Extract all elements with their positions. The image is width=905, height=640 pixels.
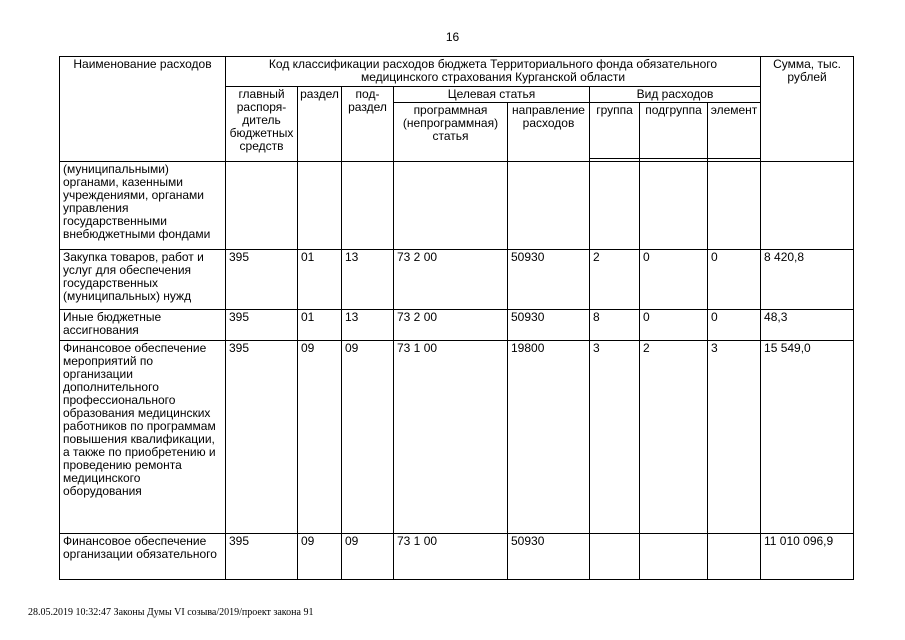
table-row xyxy=(60,250,854,310)
cell-gruppa xyxy=(590,534,640,580)
cell-razdel: 01 xyxy=(298,250,342,310)
header-razdel: раздел xyxy=(298,87,342,162)
cell-prog: 73 2 00 xyxy=(394,310,508,341)
table-row xyxy=(60,534,854,580)
header-glavny: главный распоря-дитель бюджетных средств xyxy=(226,87,298,162)
cell-glavny: 395 xyxy=(226,341,298,534)
cell-podgruppa xyxy=(640,162,708,250)
cell-element: 3 xyxy=(708,341,761,534)
cell-sum: 48,3 xyxy=(761,310,854,341)
cell-razdel: 09 xyxy=(298,341,342,534)
cell-gruppa: 3 xyxy=(590,341,640,534)
cell-podrazdel: 13 xyxy=(342,250,394,310)
footer-stamp: 28.05.2019 10:32:47 Законы Думы VI созыва/2019/проект закона 91 xyxy=(28,607,314,618)
page-number: 16 xyxy=(445,30,460,44)
cell-sum: 15 549,0 xyxy=(761,341,854,534)
header-podgruppa: подгруппа xyxy=(640,103,708,159)
cell-razdel: 01 xyxy=(298,310,342,341)
cell-podgruppa: 0 xyxy=(640,310,708,341)
cell-glavny: 395 xyxy=(226,534,298,580)
header-gruppa: группа xyxy=(590,103,640,159)
cell-element: 0 xyxy=(708,310,761,341)
table-row xyxy=(60,310,854,341)
cell-element: 0 xyxy=(708,250,761,310)
cell-podrazdel: 13 xyxy=(342,310,394,341)
row-name: Финансовое обеспечение мероприятий по организации дополнительного профессионального образования медицинских работников по программам повышения квалификации, а также по приобретению и проведению ремонта медицинского оборудования xyxy=(60,341,226,534)
table-row xyxy=(60,341,854,534)
cell-napr: 50930 xyxy=(508,310,590,341)
header-code: Код классификации расходов бюджета Территориального фонда обязательного медицинского страхования Курганской области xyxy=(226,57,761,87)
header-name: Наименование расходов xyxy=(60,57,226,162)
cell-podrazdel xyxy=(342,162,394,250)
cell-podrazdel: 09 xyxy=(342,341,394,534)
row-name: (муниципальными) органами, казенными учреждениями, органами управления государственными внебюджетными фондами xyxy=(60,162,226,250)
cell-razdel: 09 xyxy=(298,534,342,580)
header-podrazdel: под-раздел xyxy=(342,87,394,162)
cell-podgruppa: 0 xyxy=(640,250,708,310)
cell-sum xyxy=(761,162,854,250)
expenses-table xyxy=(59,56,854,580)
cell-napr: 50930 xyxy=(508,534,590,580)
cell-podgruppa: 2 xyxy=(640,341,708,534)
cell-element xyxy=(708,162,761,250)
cell-prog: 73 2 00 xyxy=(394,250,508,310)
cell-glavny: 395 xyxy=(226,250,298,310)
cell-glavny: 395 xyxy=(226,310,298,341)
cell-glavny xyxy=(226,162,298,250)
header-programmnaya: программная (непрограммная) статья xyxy=(394,103,508,162)
cell-sum: 11 010 096,9 xyxy=(761,534,854,580)
header-vid: Вид расходов xyxy=(590,87,761,103)
header-sum: Сумма, тыс. рублей xyxy=(761,57,854,162)
header-element: элемент xyxy=(708,103,761,159)
cell-prog: 73 1 00 xyxy=(394,534,508,580)
cell-podrazdel: 09 xyxy=(342,534,394,580)
cell-podgruppa xyxy=(640,534,708,580)
cell-prog: 73 1 00 xyxy=(394,341,508,534)
cell-sum: 8 420,8 xyxy=(761,250,854,310)
row-name: Закупка товаров, работ и услуг для обеспечения государственных (муниципальных) нужд xyxy=(60,250,226,310)
row-name: Иные бюджетные ассигнования xyxy=(60,310,226,341)
header-tselevaya: Целевая статья xyxy=(394,87,590,103)
cell-element xyxy=(708,534,761,580)
cell-razdel xyxy=(298,162,342,250)
cell-gruppa: 2 xyxy=(590,250,640,310)
cell-gruppa: 8 xyxy=(590,310,640,341)
cell-napr xyxy=(508,162,590,250)
cell-prog xyxy=(394,162,508,250)
header-napravlenie: направление расходов xyxy=(508,103,590,162)
table-row xyxy=(60,162,854,250)
row-name: Финансовое обеспечение организации обязательного xyxy=(60,534,226,580)
cell-gruppa xyxy=(590,162,640,250)
cell-napr: 50930 xyxy=(508,250,590,310)
cell-napr: 19800 xyxy=(508,341,590,534)
